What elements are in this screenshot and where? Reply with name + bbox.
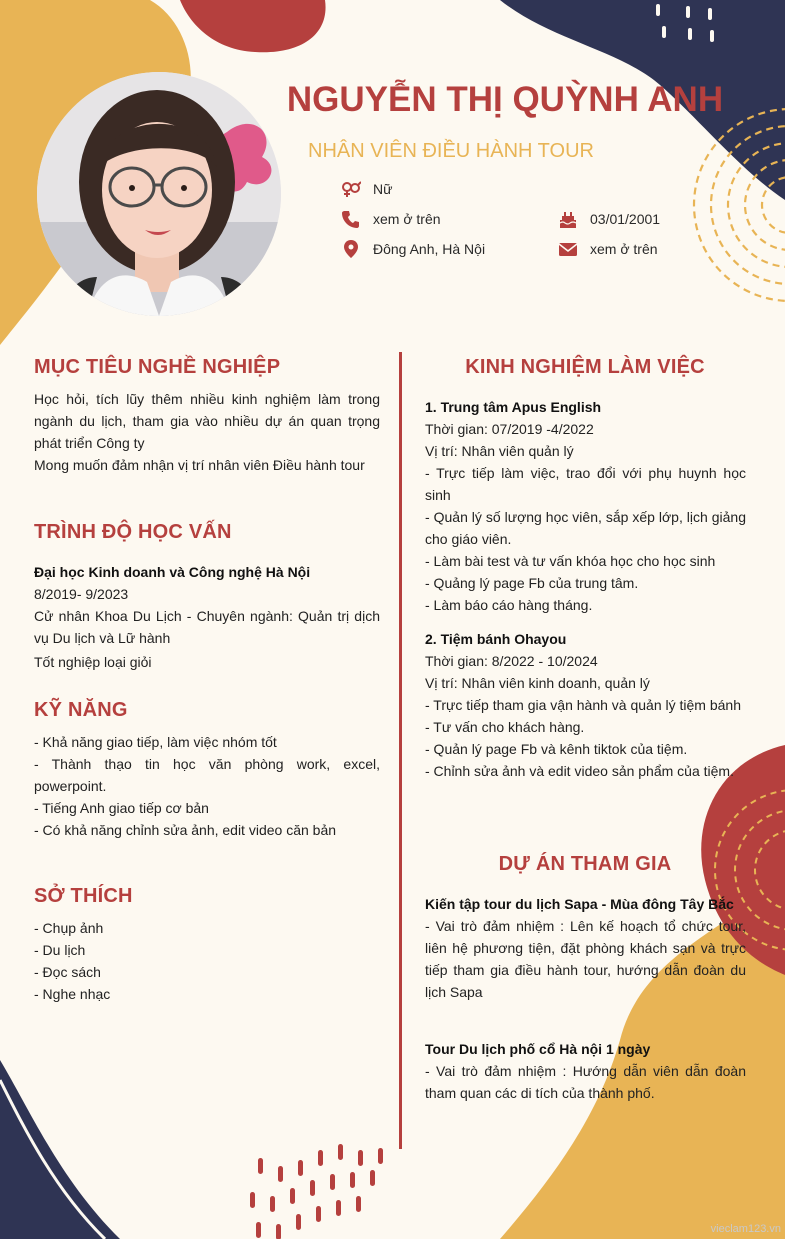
list-item: - Thành thạo tin học văn phòng work, excel, powerpoint. [34,756,380,794]
objective-section [34,388,380,476]
job-position: Vị trí: Nhân viên quản lý [425,443,574,459]
objective-heading: MỤC TIÊU NGHỀ NGHIỆP [34,356,281,378]
education-major: Cử nhân Khoa Du Lịch - Chuyên ngành: Quản trị dịch vụ Du lịch và Lữ hành [34,608,380,646]
list-item: - Quảng lý page Fb của trung tâm. [425,575,639,591]
project-name: Kiến tập tour du lịch Sapa - Mùa đông Tây Bắc [425,896,734,912]
list-item: - Có khả năng chỉnh sửa ảnh, edit video căn bản [34,822,337,838]
avatar [37,72,281,316]
project-2 [425,1038,746,1104]
job-position: Vị trí: Nhân viên kinh doanh, quản lý [425,675,650,691]
projects-heading: DỰ ÁN THAM GIA [498,853,672,875]
cake-icon [558,209,578,229]
location-pin-icon [341,239,361,259]
hobbies-list [34,917,380,1005]
job-time: Thời gian: 07/2019 -4/2022 [425,421,594,437]
mail-icon [558,239,578,259]
email-value: xem ở trên [590,241,658,257]
education-period: 8/2019- 9/2023 [34,586,129,602]
project-description: - Vai trò đảm nhiệm : Lên kế hoạch tổ chức tour, liên hệ phương tiện, đặt phòng khách sạn và trực tiếp tham gia điều hành tour, hướng dẫn đoàn du lịch Sapa [425,918,746,1000]
experience-heading: KINH NGHIỆM LÀM VIỆC [465,356,705,378]
list-item: - Quản lý page Fb và kênh tiktok của tiệm. [425,741,688,757]
education-grade: Tốt nghiệp loại giỏi [34,654,152,670]
phone-row [341,209,441,229]
education-heading: TRÌNH ĐỘ HỌC VẤN [34,521,232,543]
list-item: - Đọc sách [34,964,101,980]
phone-icon [341,209,361,229]
list-item: - Tư vấn cho khách hàng. [425,719,585,735]
list-item: - Quản lý số lượng học viên, sắp xếp lớp, lịch giảng cho giáo viên. [425,509,746,547]
list-item: - Chỉnh sửa ảnh và edit video sản phẩm của tiệm. [425,763,734,779]
company-name: 2. Tiệm bánh Ohayou [425,631,567,647]
list-item: - Trực tiếp tham gia vận hành và quản lý tiệm bánh [425,697,741,713]
list-item: - Làm báo cáo hàng tháng. [425,597,593,613]
project-description: - Vai trò đảm nhiệm : Hướng dẫn viên dẫn đoàn tham quan các di tích của thành phố. [425,1063,746,1101]
experience-job-2 [425,628,746,782]
experience-job-1 [425,396,746,616]
list-item: - Du lịch [34,942,86,958]
address-row [341,239,485,259]
project-name: Tour Du lịch phố cổ Hà nội 1 ngày [425,1041,651,1057]
project-1 [425,893,746,1003]
list-item: - Chụp ảnh [34,920,104,936]
objective-text: Học hỏi, tích lũy thêm nhiều kinh nghiệm làm trong ngành du lịch, tham gia vào nhiều dự án quan trọng phát triển Công ty [34,391,380,451]
birthdate-value: 03/01/2001 [590,211,661,227]
school-name: Đại học Kinh doanh và Công nghệ Hà Nội [34,564,311,580]
birthdate-row [558,209,660,229]
watermark: vieclam123.vn [710,1223,781,1235]
list-item: - Làm bài test và tư vấn khóa học cho học sinh [425,553,716,569]
company-name: 1. Trung tâm Apus English [425,399,602,415]
gender-value: Nữ [373,181,393,197]
list-item: - Khả năng giao tiếp, làm việc nhóm tốt [34,734,277,750]
phone-value: xem ở trên [373,211,441,227]
column-divider [399,352,402,1149]
gender-icon [341,179,361,199]
objective-goal: Mong muốn đảm nhận vị trí nhân viên Điều hành tour [34,457,365,473]
job-time: Thời gian: 8/2022 - 10/2024 [425,653,598,669]
address-value: Đông Anh, Hà Nội [373,241,486,257]
profile-photo [37,72,281,316]
list-item: - Tiếng Anh giao tiếp cơ bản [34,800,209,816]
job-title: NHÂN VIÊN ĐIỀU HÀNH TOUR [308,140,594,162]
list-item: - Nghe nhạc [34,986,111,1002]
hobbies-heading: SỞ THÍCH [34,885,133,907]
education-section [34,561,380,673]
email-row [558,239,658,259]
list-item: - Trực tiếp làm việc, trao đổi với phụ huynh học sinh [425,465,746,503]
skills-list [34,731,380,841]
gender-row [341,179,392,199]
skills-heading: KỸ NĂNG [34,699,128,721]
full-name: NGUYỄN THỊ QUỲNH ANH [286,80,724,119]
